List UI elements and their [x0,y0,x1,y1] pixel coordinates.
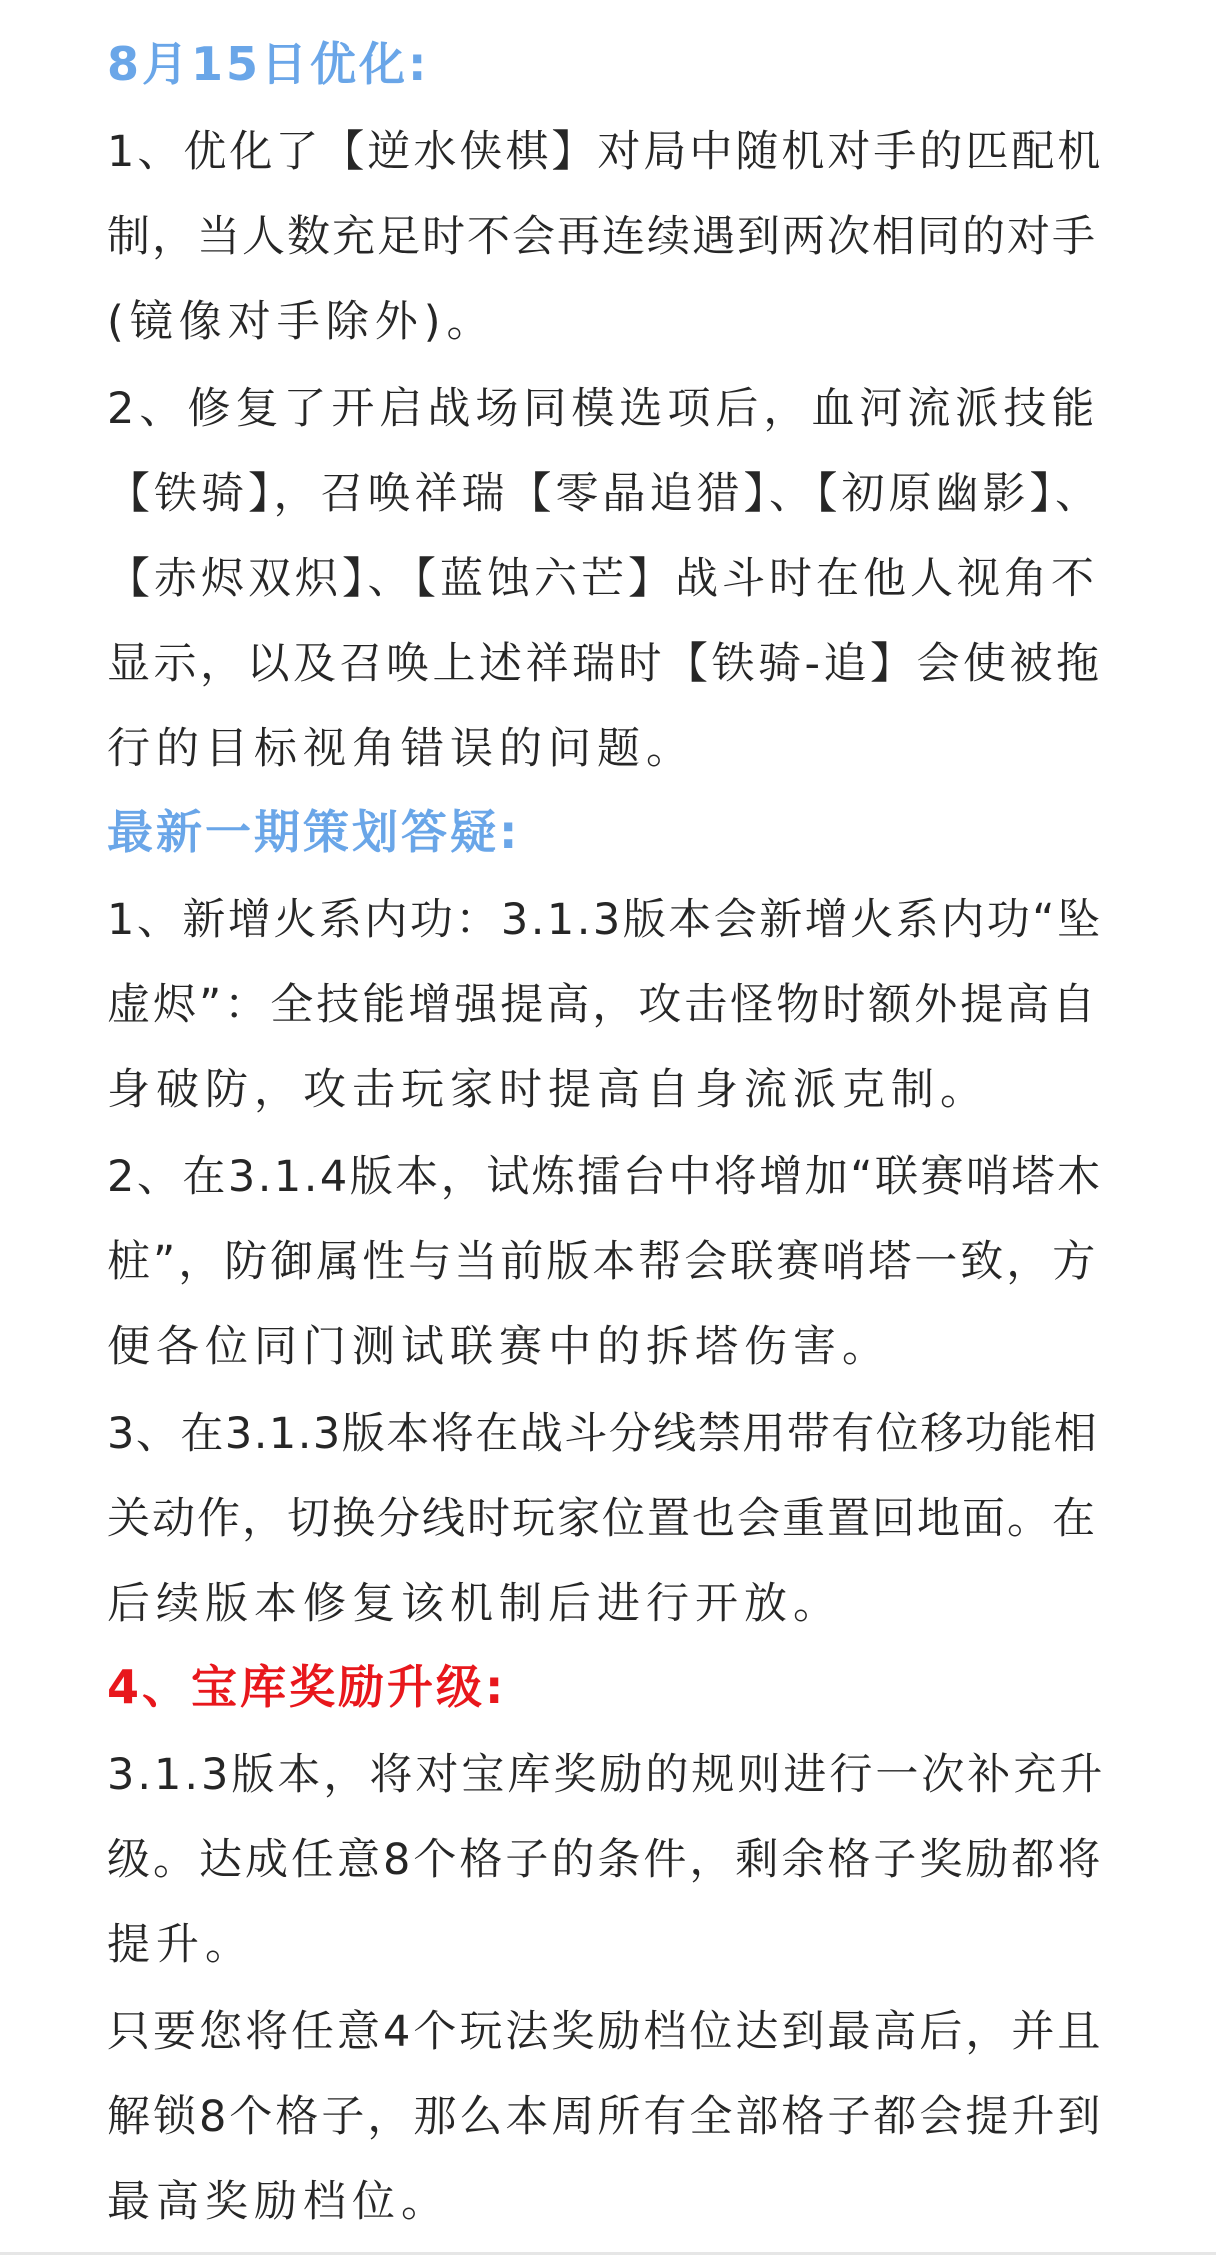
qa-item-2 [107,1135,1107,1390]
text-line: 显示，以及召唤上述祥瑞时【铁骑-追】会使被拖 [107,639,1103,689]
text-line: 关动作，切换分线时玩家位置也会重置回地面。在 [107,1494,1097,1544]
text-line: 【赤烬双炽】、【蓝蚀六芒】战斗时在他人视角不 [107,554,1098,604]
text-line: 提升。 [107,1920,254,1970]
text-line: 1、新增火系内功：3.1.3版本会新增火系内功“坠 [107,895,1103,945]
qa-item-3 [107,1392,1107,1647]
text-line: 3.1.3版本，将对宝库奖励的规则进行一次补充升 [107,1750,1106,1800]
vault-item-2 [107,1990,1107,2245]
text-line: 便各位同门测试联赛中的拆塔伤害。 [107,1322,891,1372]
qa-heading: 最新一期策划答疑: [107,805,521,859]
update-item-1 [107,110,1107,365]
text-line: 2、修复了开启战场同模选项后，血河流派技能 [107,384,1100,434]
update-heading: 8月15日优化: [107,37,430,91]
text-line: 解锁8个格子，那么本周所有全部格子都会提升到 [107,2092,1104,2142]
text-line: 后续版本修复该机制后进行开放。 [107,1579,842,1629]
text-line: 最高奖励档位。 [107,2177,450,2227]
text-line: 虚烬”：全技能增强提高，攻击怪物时额外提高自 [107,980,1099,1030]
vault-item-1 [107,1733,1107,1988]
update-item-2 [107,367,1107,792]
qa-item-1 [107,878,1107,1133]
text-line: 制，当人数充足时不会再连续遇到两次相同的对手 [107,212,1097,262]
text-line: 行的目标视角错误的问题。 [107,724,695,774]
article-content [107,26,1107,2247]
text-line: 1、优化了【逆水侠棋】对局中随机对手的匹配机 [107,127,1104,177]
text-line: 2、在3.1.4版本，试炼擂台中将增加“联赛哨塔木 [107,1152,1103,1202]
text-line: 【铁骑】，召唤祥瑞【零晶追猎】、【初原幽影】、 [107,469,1102,519]
vault-heading: 4、宝库奖励升级: [107,1660,507,1714]
text-line: 桩”，防御属性与当前版本帮会联赛哨塔一致，方 [107,1237,1099,1287]
text-line: 身破防，攻击玩家时提高自身流派克制。 [107,1065,989,1115]
text-line: 级。达成任意8个格子的条件，剩余格子奖励都将 [107,1835,1104,1885]
text-line: (镜像对手除外)。 [107,297,496,347]
text-line: 3、在3.1.3版本将在战斗分线禁用带有位移功能相 [107,1409,1099,1459]
text-line: 只要您将任意4个玩法奖励档位达到最高后，并且 [107,2007,1104,2057]
